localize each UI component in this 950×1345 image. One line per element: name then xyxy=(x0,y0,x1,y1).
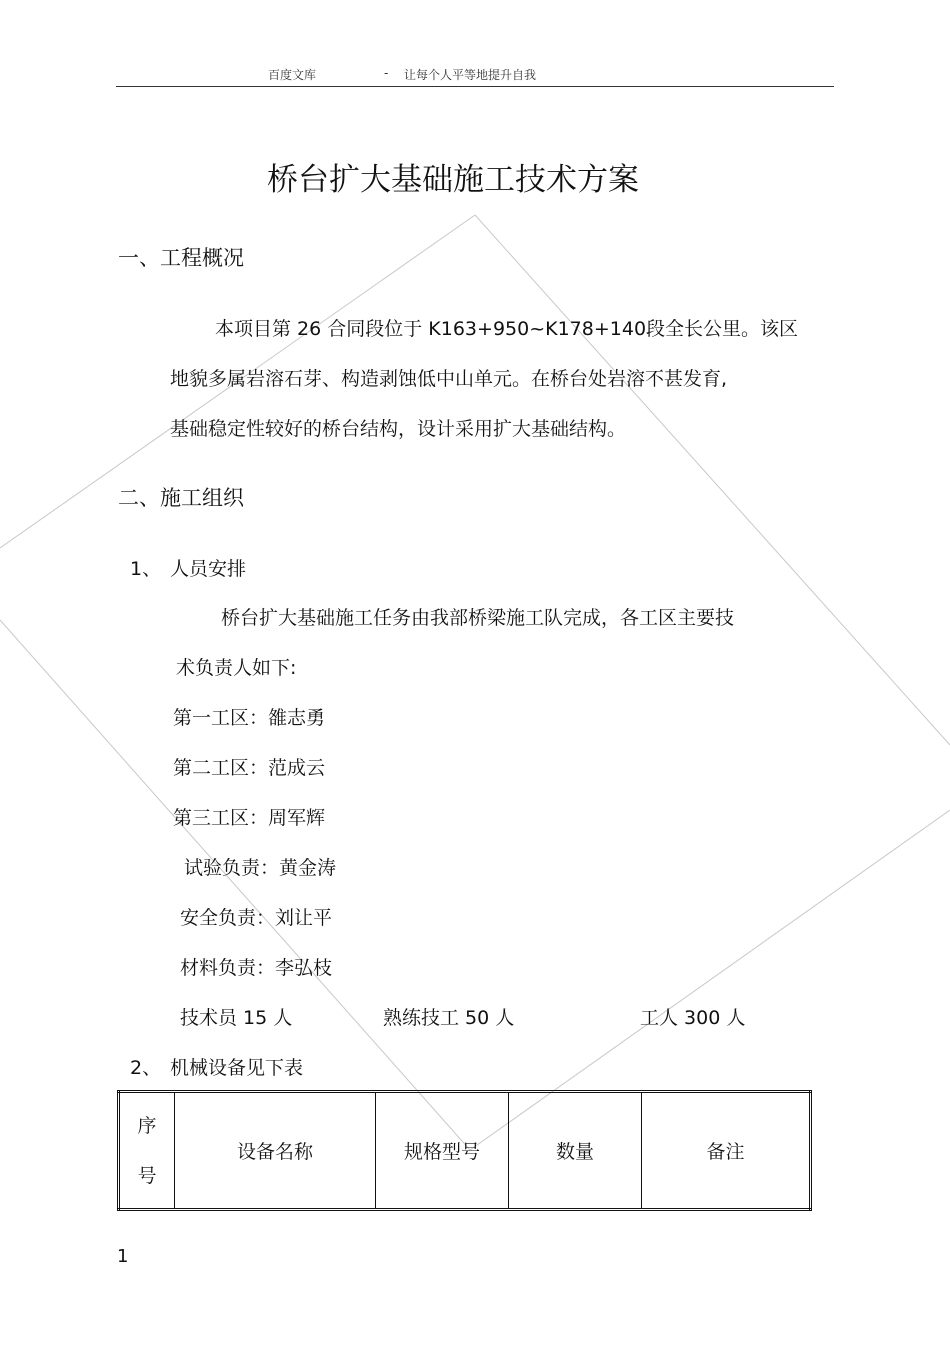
staff-item: 第一工区：雒志勇 xyxy=(173,707,326,729)
count-skilled-worker: 熟练技工 50 人 xyxy=(383,1007,515,1029)
seq-char: 号 xyxy=(137,1164,157,1187)
subsection-number-staff: 1、 xyxy=(130,558,162,580)
section-heading-organization: 二、施工组织 xyxy=(118,486,244,510)
staff-intro-line-1: 桥台扩大基础施工任务由我部桥梁施工队完成，各工区主要技 xyxy=(221,607,735,629)
table-header-quantity: 数量 xyxy=(509,1092,642,1210)
staff-item: 第三工区：周军辉 xyxy=(173,807,326,829)
header-site-name: 百度文库 xyxy=(268,68,317,82)
staff-intro-line-2: 术负责人如下: xyxy=(176,657,297,679)
staff-item: 第二工区：范成云 xyxy=(173,757,326,779)
document-title: 桥台扩大基础施工技术方案 xyxy=(267,162,639,198)
subsection-title-equipment: 机械设备见下表 xyxy=(170,1057,304,1079)
count-technician: 技术员 15 人 xyxy=(180,1007,293,1029)
table-header-model: 规格型号 xyxy=(376,1092,509,1210)
staff-item: 安全负责：刘让平 xyxy=(180,907,333,929)
staff-item: 试验负责：黄金涛 xyxy=(184,857,337,879)
equipment-table xyxy=(117,1090,812,1211)
overview-line-2: 地貌多属岩溶石芽、构造剥蚀低中山单元。在桥台处岩溶不甚发育, xyxy=(170,368,728,390)
staff-item: 材料负责：李弘枝 xyxy=(180,957,333,979)
count-worker: 工人 300 人 xyxy=(640,1007,746,1029)
page-number: 1 xyxy=(117,1246,129,1267)
overview-line-3: 基础稳定性较好的桥台结构，设计采用扩大基础结构。 xyxy=(170,418,627,440)
table-header-seq xyxy=(119,1092,175,1210)
subsection-title-staff: 人员安排 xyxy=(170,558,247,580)
seq-char: 序 xyxy=(137,1114,157,1137)
header-divider xyxy=(116,86,834,87)
section-heading-overview: 一、工程概况 xyxy=(118,246,244,270)
table-header-name: 设备名称 xyxy=(175,1092,376,1210)
header-slogan: 让每个人平等地提升自我 xyxy=(404,68,537,82)
subsection-number-equipment: 2、 xyxy=(130,1057,162,1079)
header-separator: - xyxy=(384,66,389,80)
overview-line-1: 本项目第 26 合同段位于 K163+950~K178+140段全长公里。该区 xyxy=(215,318,799,340)
table-header-row xyxy=(119,1092,811,1210)
table-header-remarks: 备注 xyxy=(642,1092,811,1210)
